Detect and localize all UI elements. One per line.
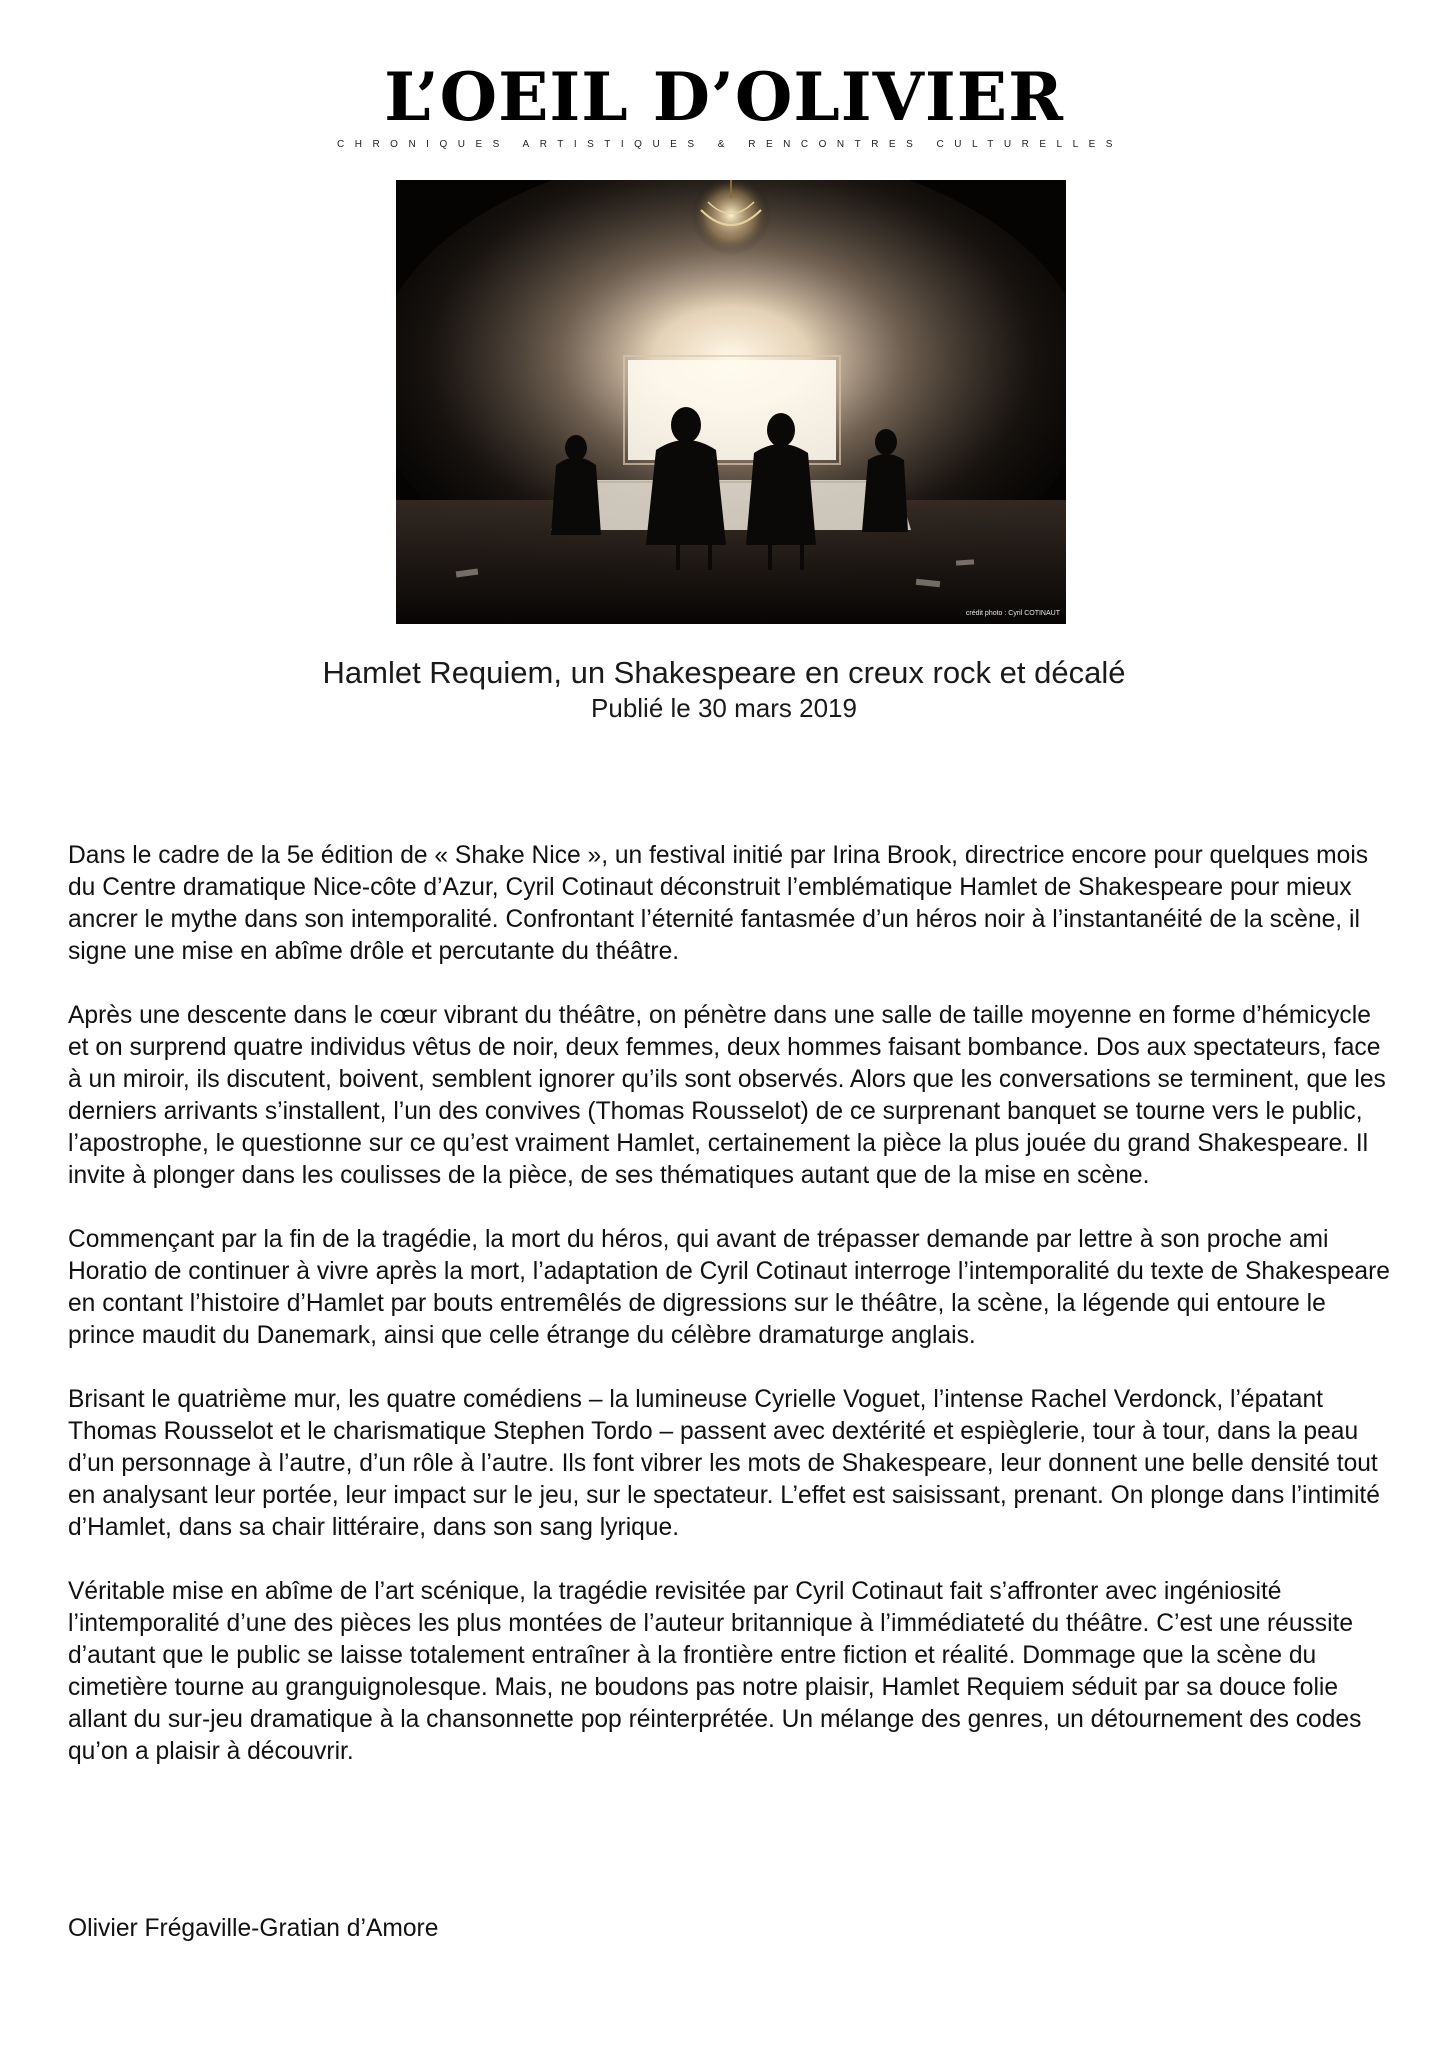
photo-credit: crédit photo : Cyril COTINAUT <box>965 610 1060 617</box>
article-paragraph: Commençant par la fin de la tragédie, la mort du héros, qui avant de trépasser demande par lettre à son proche ami Horatio de continuer à vivre après la mort, l’adaptation de Cyril Cotinaut interroge l’intemporalité du texte de Shakespeare en contant l’histoire d’Hamlet par bouts entremêlés de digressions sur le théâtre, la scène, la légende qui entoure le prince maudit du Danemark, ainsi que celle étrange du célèbre dramaturge anglais. <box>68 1226 1390 1349</box>
article-header <box>0 653 1448 723</box>
article-author: Olivier Frégaville-Gratian d’Amore <box>68 1915 439 1942</box>
stage-mirror <box>628 360 836 460</box>
article-title: Hamlet Requiem, un Shakespeare en creux rock et décalé <box>322 655 1126 690</box>
site-tagline: CHRONIQUES ARTISTIQUES & RENCONTRES CULTURELLES <box>337 139 1123 150</box>
banquet-table <box>551 480 911 530</box>
article-paragraph: Après une descente dans le cœur vibrant du théâtre, on pénètre dans une salle de taille moyenne en forme d’hémicycle et on surprend quatre individus vêtus de noir, deux femmes, deux hommes faisant bombance. Dos aux spectateurs, face à un miroir, ils discutent, boivent, semblent ignorer qu’ils sont observés. Alors que les conversations se terminent, que les derniers arrivants s’installent, l’un des convives (Thomas Rousselot) de ce surprenant banquet se tourne vers le public, l’apostrophe, le questionne sur ce qu’est vraiment Hamlet, certainement la pièce la plus jouée du grand Shakespeare. Il invite à plonger dans les coulisses de la pièce, de ses thématiques autant que de la mise en scène. <box>68 1002 1386 1189</box>
article-paragraph: Véritable mise en abîme de l’art scénique, la tragédie revisitée par Cyril Cotinaut fait s’affronter avec ingéniosité l’intemporalité d’une des pièces les plus montées de l’auteur britannique à l’immédiateté du théâtre. C’est une réussite d’autant que le public se laisse totalement entraîner à la frontière entre fiction et réalité. Dommage que la scène du cimetière tourne au granguignolesque. Mais, ne boudons pas notre plaisir, Hamlet Requiem séduit par sa douce folie allant du sur-jeu dramatique à la chansonnette pop réinterprétée. Un mélange des genres, un détournement des codes qu’on a plaisir à découvrir. <box>68 1578 1362 1765</box>
article-paragraph: Brisant le quatrième mur, les quatre comédiens – la lumineuse Cyrielle Voguet, l’intense Rachel Verdonck, l’épatant Thomas Rousselot et le charismatique Stephen Tordo – passent avec dextérité et espièglerie, tour à tour, dans la peau d’un personnage à l’autre, d’un rôle à l’autre. Ils font vibrer les mots de Shakespeare, leur donnent une belle densité tout en analysant leur portée, leur impact sur le jeu, sur le spectateur. L’effet est saisissant, prenant. On plonge dans l’intimité d’Hamlet, dans sa chair littéraire, dans son sang lyrique. <box>68 1386 1380 1541</box>
article-photo <box>396 180 1066 624</box>
masthead <box>0 58 1448 152</box>
stage-scene-image <box>396 180 1066 624</box>
publication-date: Publié le 30 mars 2019 <box>591 693 857 723</box>
article-paragraph: Dans le cadre de la 5e édition de « Shake Nice », un festival initié par Irina Brook, directrice encore pour quelques mois du Centre dramatique Nice-côte d’Azur, Cyril Cotinaut déconstruit l’emblématique Hamlet de Shakespeare pour mieux ancrer le mythe dans son intemporalité. Confrontant l’éternité fantasmée d’un héros noir à l’instantanéité de la scène, il signe une mise en abîme drôle et percutante du théâtre. <box>68 842 1369 965</box>
article-body <box>68 840 1392 1800</box>
site-logo-title[interactable]: L’OEIL D’OLIVIER <box>384 58 1064 136</box>
